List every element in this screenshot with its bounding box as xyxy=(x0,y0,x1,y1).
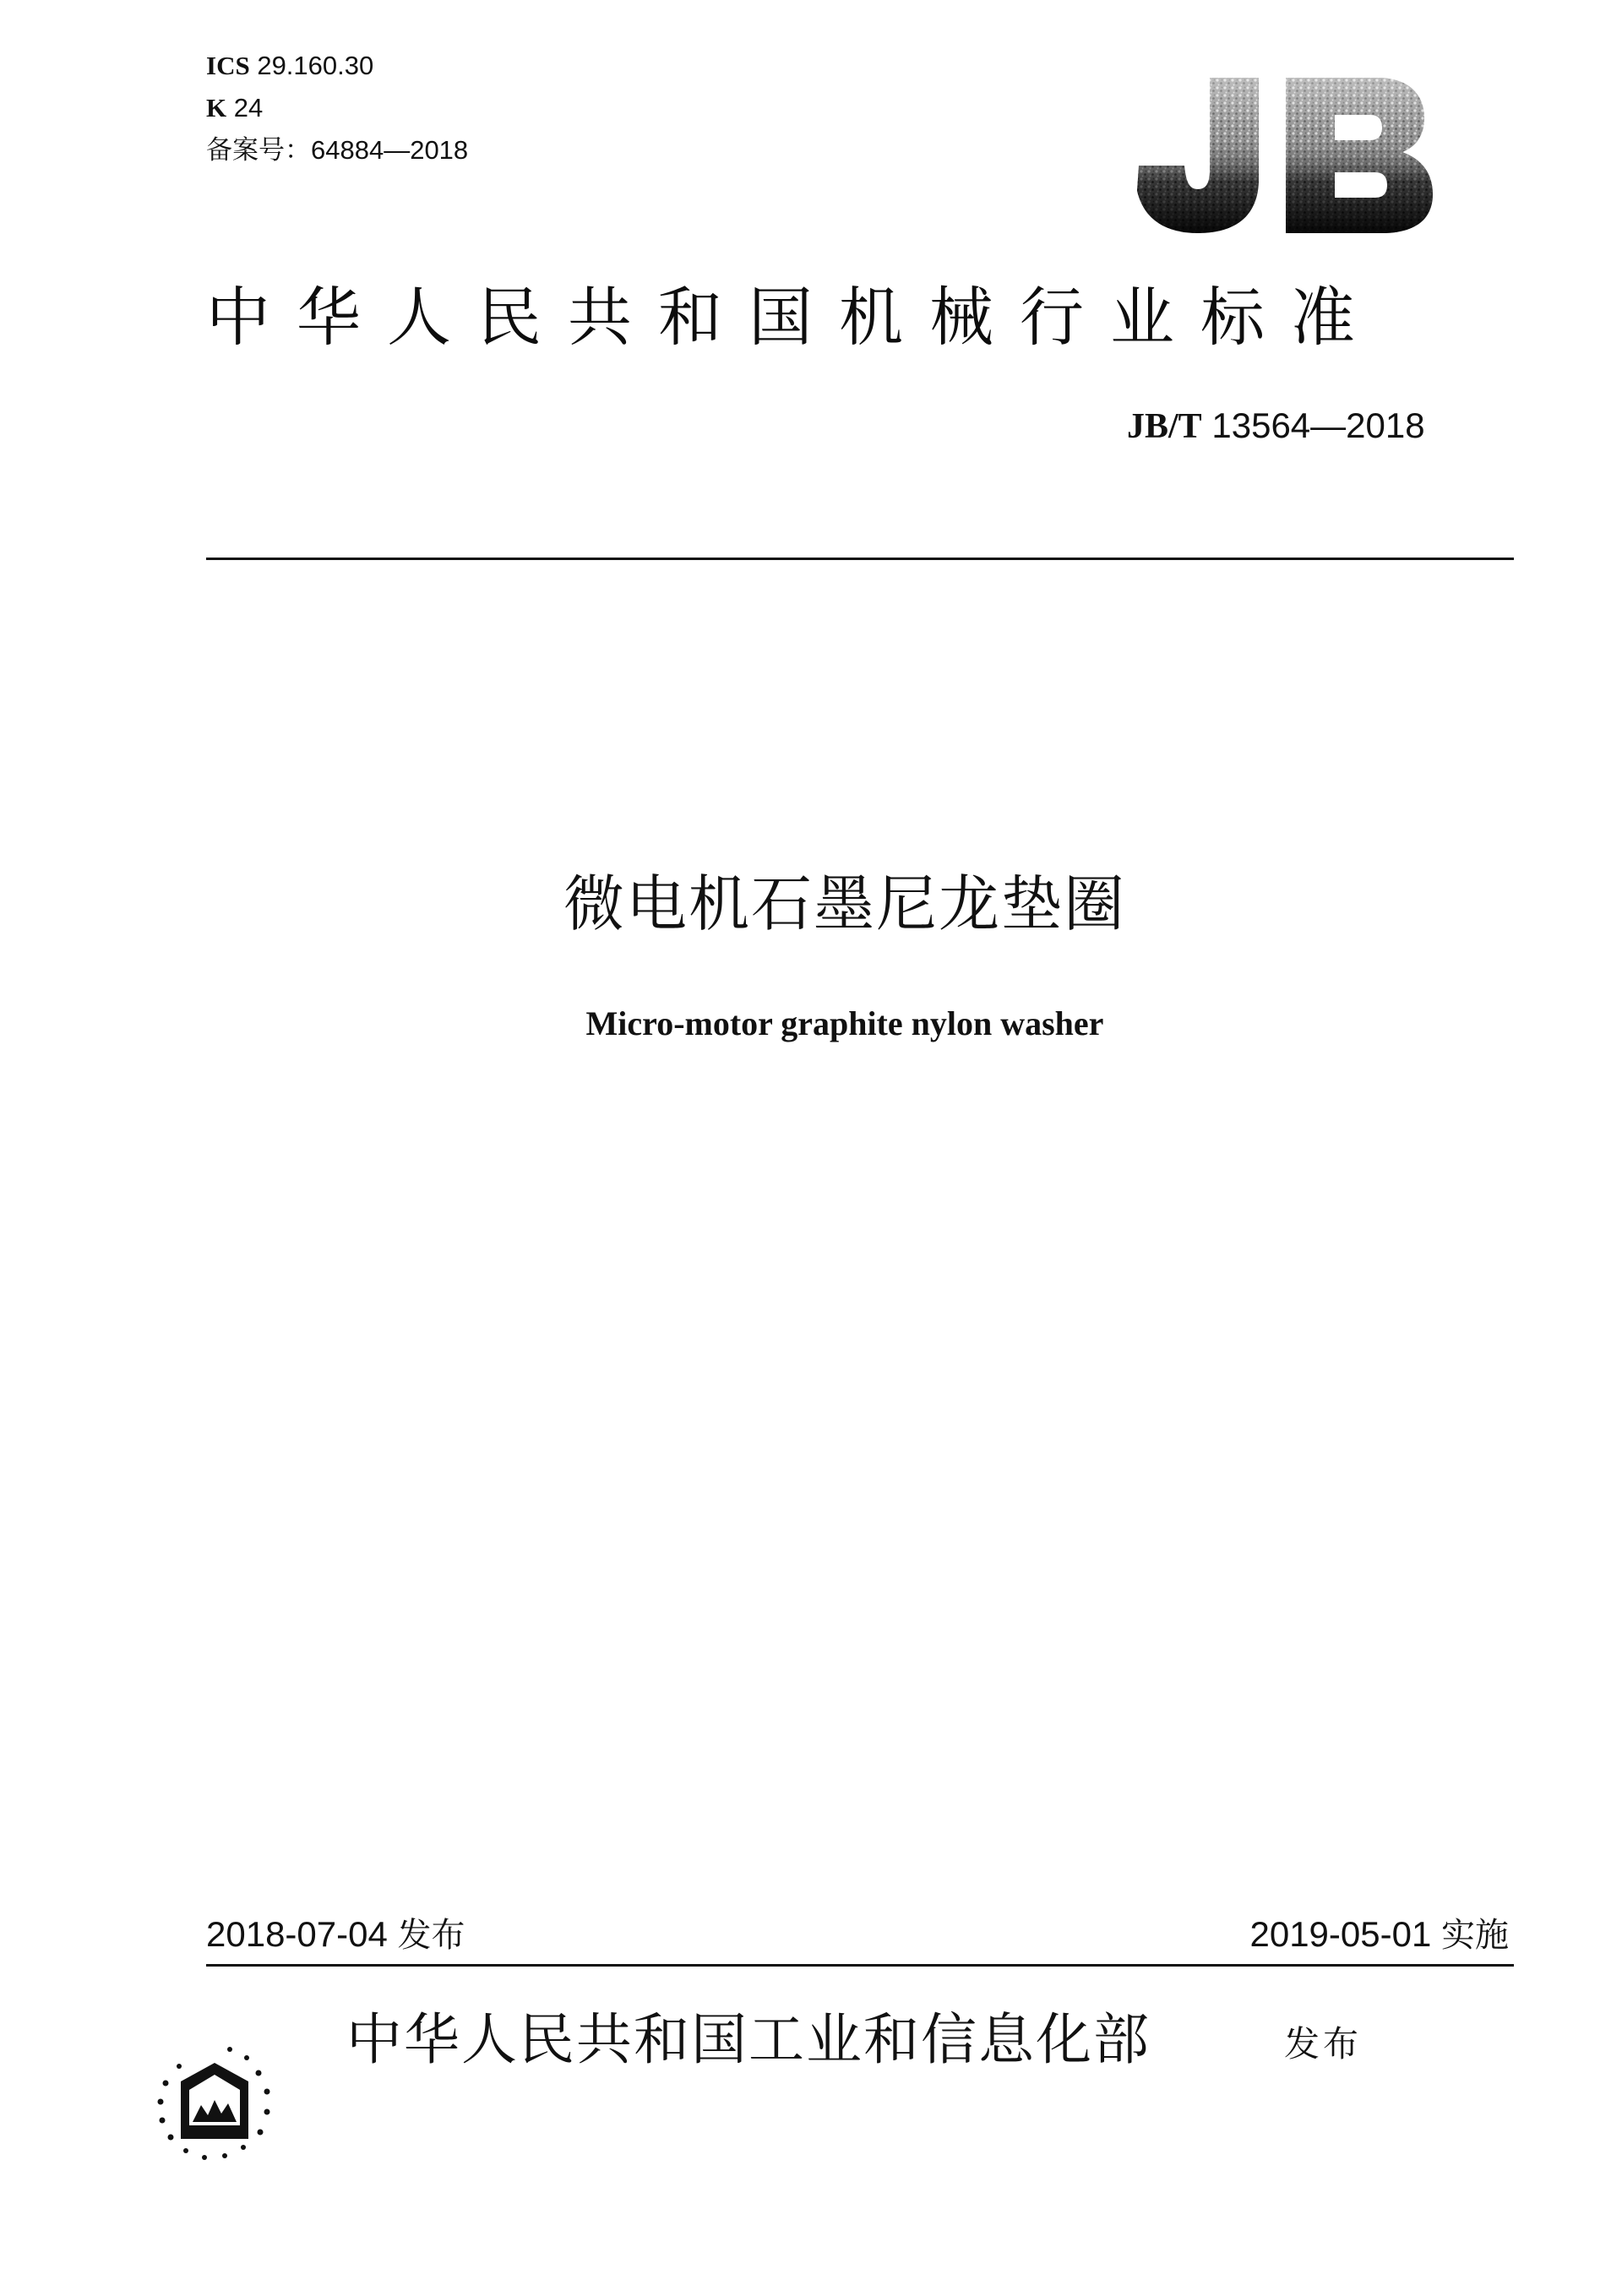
filing-label: 备案号： xyxy=(206,135,311,165)
filing-number xyxy=(206,133,468,167)
header-divider xyxy=(206,558,1514,560)
standard-prefix: JB/T xyxy=(1127,407,1202,446)
header-title: 中华人民共和国机械行业标准 xyxy=(206,280,1381,355)
ccs-label: K xyxy=(206,93,227,122)
implement-date: 2019-05-01 xyxy=(1249,1914,1432,1954)
publisher-seal xyxy=(142,2024,287,2169)
ics-value: 29.160.30 xyxy=(257,51,374,80)
issuing-authority-suffix: 发布 xyxy=(1284,2023,1363,2065)
ics-label: ICS xyxy=(206,51,250,80)
implement-date-line xyxy=(1249,1911,1509,1959)
ics-code xyxy=(206,49,373,83)
english-title: Micro-motor graphite nylon washer xyxy=(585,1004,1104,1042)
jb-logo xyxy=(1132,71,1436,240)
publish-date-line xyxy=(206,1911,465,1959)
chinese-title: 微电机石墨尼龙垫圈 xyxy=(563,868,1126,939)
standard-number-value: 13564—2018 xyxy=(1211,405,1425,445)
filing-value: 64884—2018 xyxy=(311,135,469,165)
ccs-code xyxy=(206,91,263,125)
implement-label: 实施 xyxy=(1441,1916,1509,1955)
publish-label: 发布 xyxy=(397,1916,465,1955)
standard-number xyxy=(1127,402,1425,450)
issuing-authority: 中华人民共和国工业和信息化部 xyxy=(346,2007,1151,2072)
publish-date: 2018-07-04 xyxy=(206,1914,388,1954)
ccs-value: 24 xyxy=(233,93,264,122)
footer-divider xyxy=(206,1964,1514,1967)
